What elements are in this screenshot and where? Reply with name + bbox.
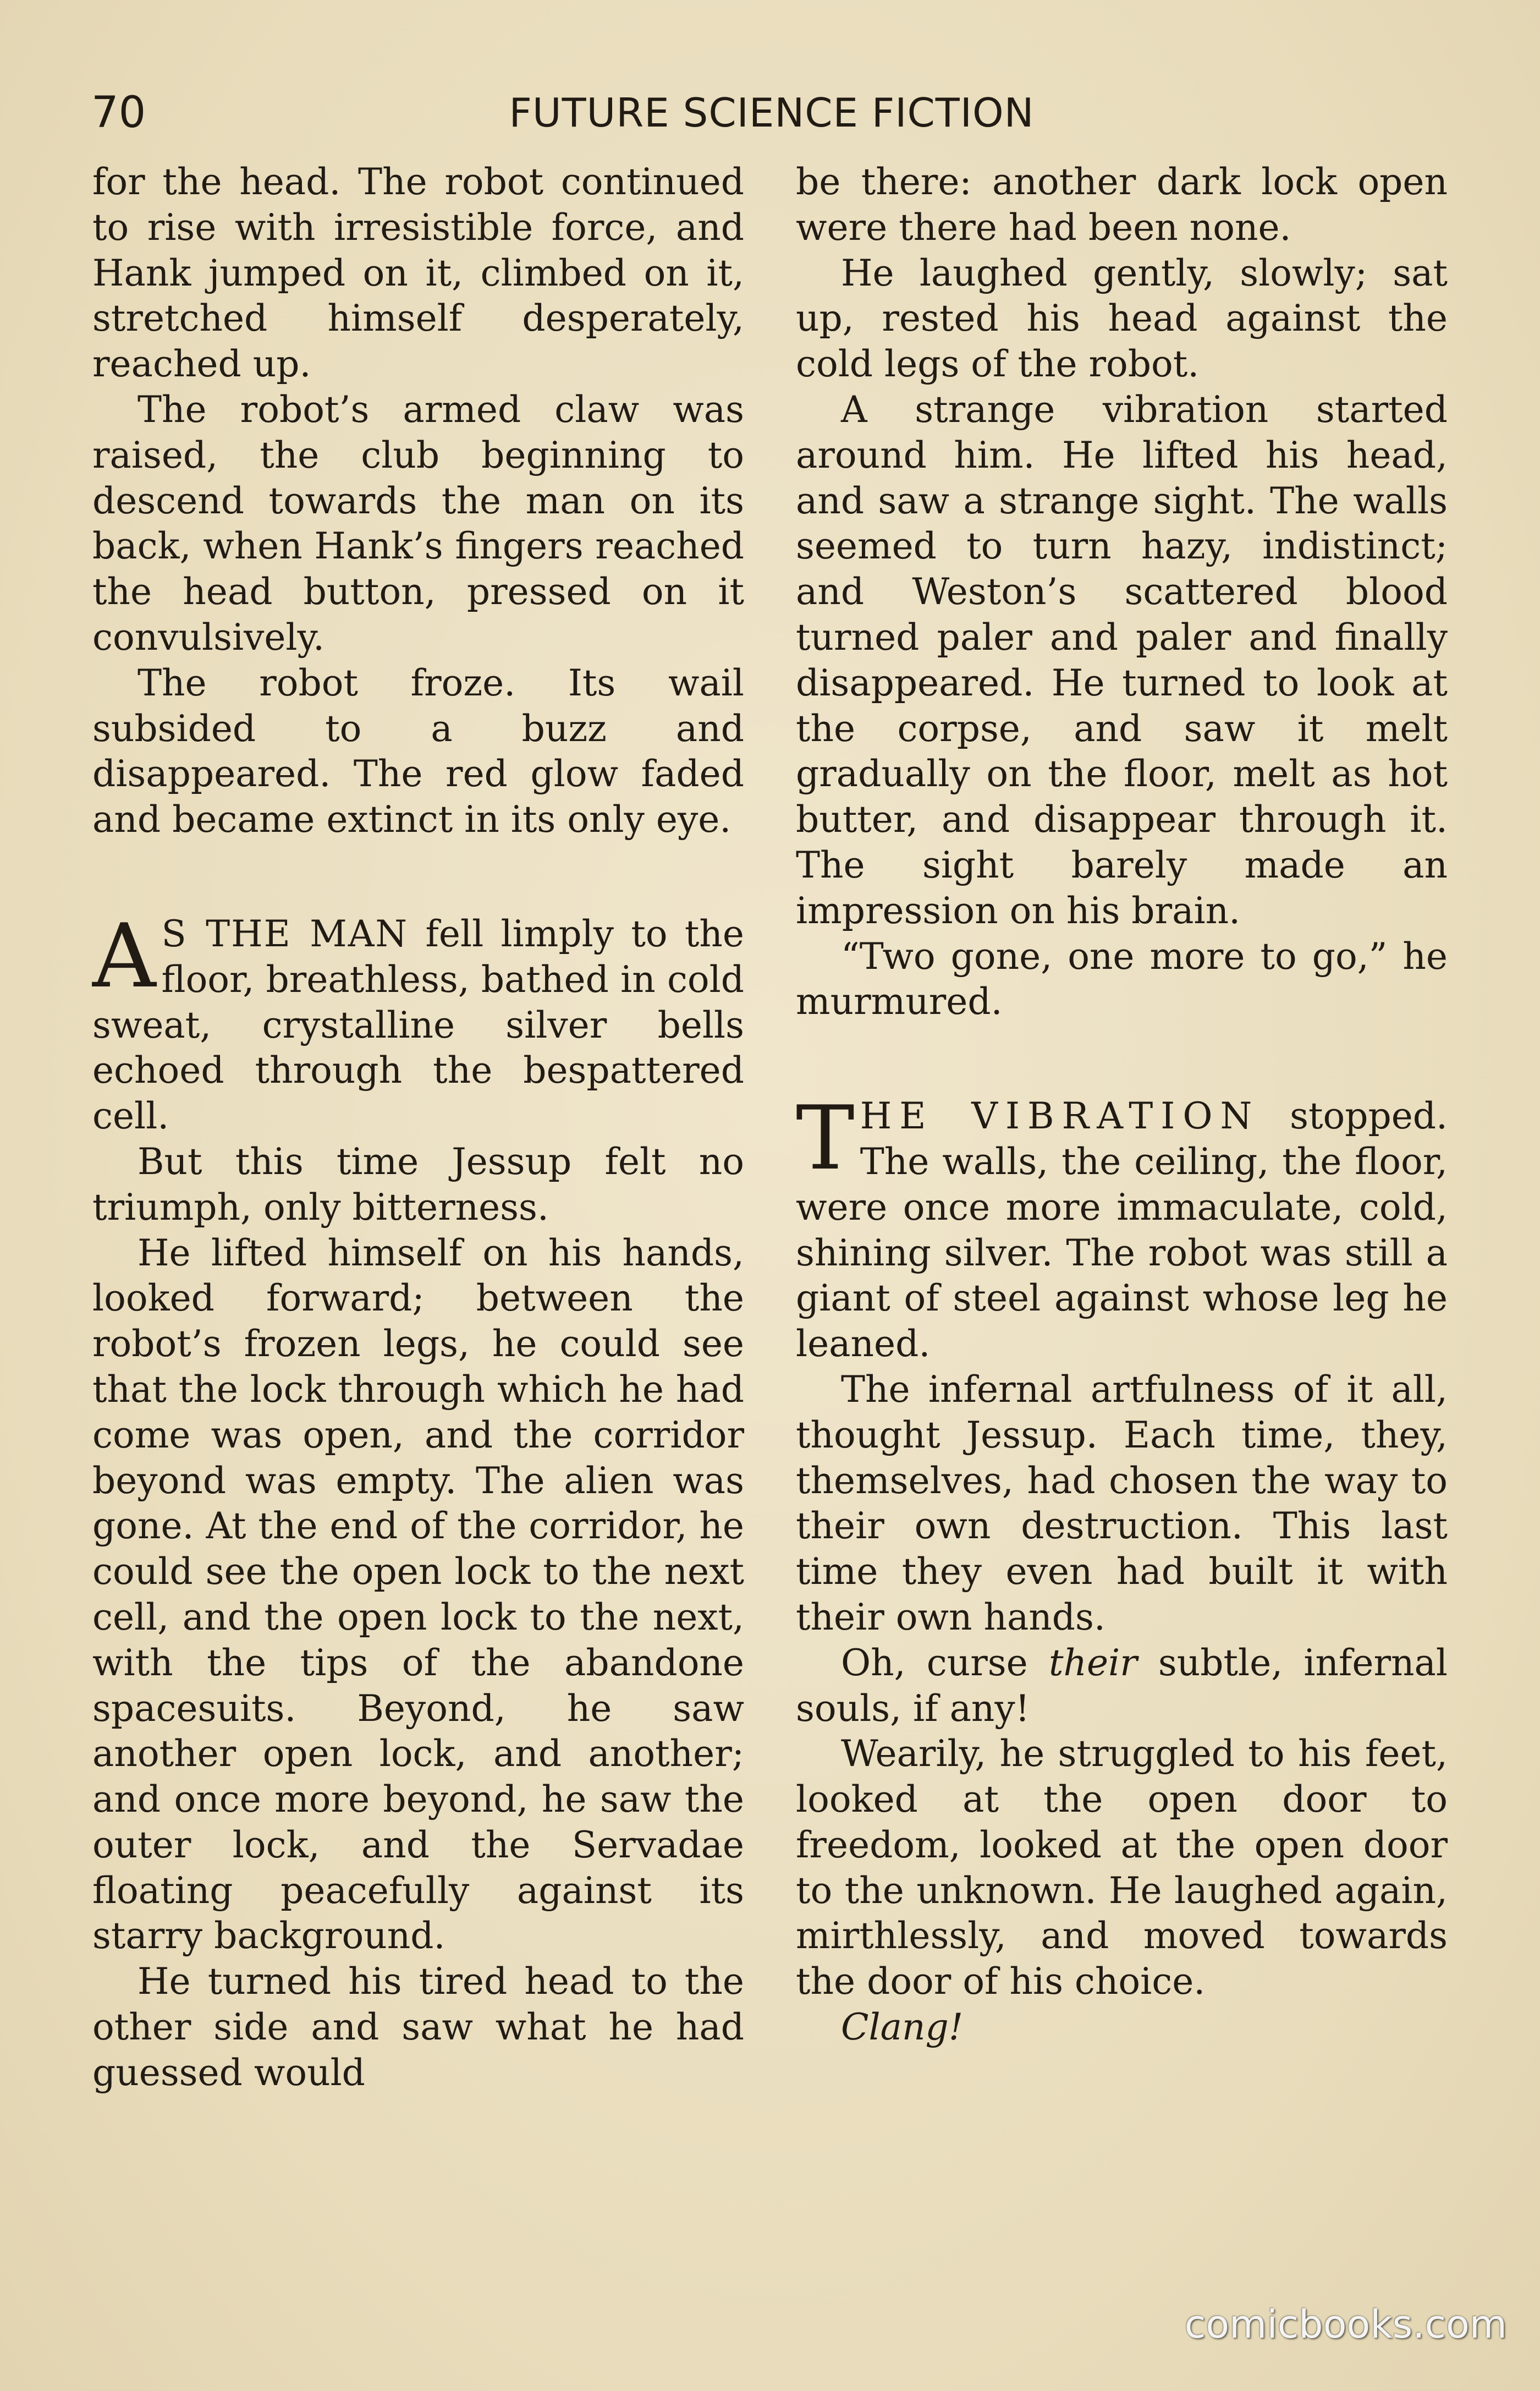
watermark: comicbooks.com: [1184, 2302, 1507, 2347]
running-head: FUTURE SCIENCE FICTION: [509, 90, 1035, 136]
lead-in: S THE MAN: [161, 912, 409, 955]
section-break: [796, 1025, 1448, 1094]
lead-in: HE VIBRATION: [860, 1095, 1260, 1138]
paragraph: The robot froze. Its wail subsided to a buzz and disappeared. The red glow faded and became extinct in its only eye.: [92, 661, 744, 841]
drop-cap: A: [92, 904, 156, 1007]
paragraph-text: Oh, curse: [841, 1641, 1049, 1684]
closing-line: Clang!: [841, 2006, 964, 2049]
paragraph: But this time Jessup felt no triumph, only bitterness.: [92, 1140, 744, 1229]
paragraph: [796, 1641, 1448, 1732]
paragraph-with-dropcap: [796, 1087, 1448, 1367]
section-break: [92, 843, 744, 912]
paragraph: Wearily, he struggled to his feet, looked at the open door to freedom, looked at the open door to the unknown. He laughed again, mirthlessly, and moved towards the door of his choice.: [796, 1732, 1448, 2003]
paragraph-with-dropcap: [92, 904, 744, 1139]
page-number: 70: [91, 88, 146, 138]
left-column: [92, 160, 744, 2096]
paragraph: A strange vibration started around him. He lifted his head, and saw a strange sight. The walls seemed to turn hazy, indistinct; and Weston’s scattered blood turned paler and paler and finally disappeared. He turned to look at the corpse, and saw it melt gradually on the floor, melt as hot butter, and disappear through it. The sight barely made an impression on his brain.: [796, 388, 1448, 932]
paragraph: The robot’s armed claw was raised, the club beginning to descend towards the man on its back, when Hank’s fingers reached the head button, pressed on it convulsively.: [92, 388, 744, 659]
paragraph-text: stopped. The walls, the ceiling, the floor, were once more immaculate, cold, shining silver. The robot was still a giant of steel against whose leg he leaned.: [796, 1095, 1448, 1365]
drop-cap: T: [796, 1087, 855, 1190]
paragraph: for the head. The robot continued to rise with irresistible force, and Hank jumped on it, climbed on it, stretched himself desperately, reached up.: [92, 161, 744, 386]
page-header: [91, 83, 1452, 143]
right-column: [796, 160, 1448, 2050]
paragraph-text: fell limply to the floor, breathless, bathed in cold sweat, crystalline silver bells echoed through the bespattered cell.: [92, 912, 744, 1138]
paragraph: He lifted himself on his hands, looked forward; between the robot’s frozen legs, he could see that the lock through which he had come was open, and the corridor beyond was empty. The alien was gone. At the end of the corridor, he could see the open lock to the next cell, and the open lock to the next, with the tips of the abandone spacesuits. Beyond, he saw another open lock, and another; and once more beyond, he saw the outer lock, and the Servadae floating peacefully against its starry background.: [92, 1231, 744, 1957]
paragraph: He turned his tired head to the other side and saw what he had guessed would: [92, 1960, 744, 2094]
paragraph: “Two gone, one more to go,” he murmured.: [796, 935, 1448, 1023]
paragraph: be there: another dark lock open were there had been none.: [796, 161, 1448, 249]
emphasis: their: [1048, 1641, 1137, 1684]
paragraph-text: subtle, infernal souls, if any!: [796, 1641, 1448, 1730]
paragraph: [796, 2005, 1448, 2050]
paragraph: The infernal artfulness of it all, thought Jessup. Each time, they, themselves, had chosen the way to their own destruction. This last time they even had built it with their own hands.: [796, 1368, 1448, 1638]
paragraph: He laughed gently, slowly; sat up, rested his head against the cold legs of the robot.: [796, 251, 1448, 386]
